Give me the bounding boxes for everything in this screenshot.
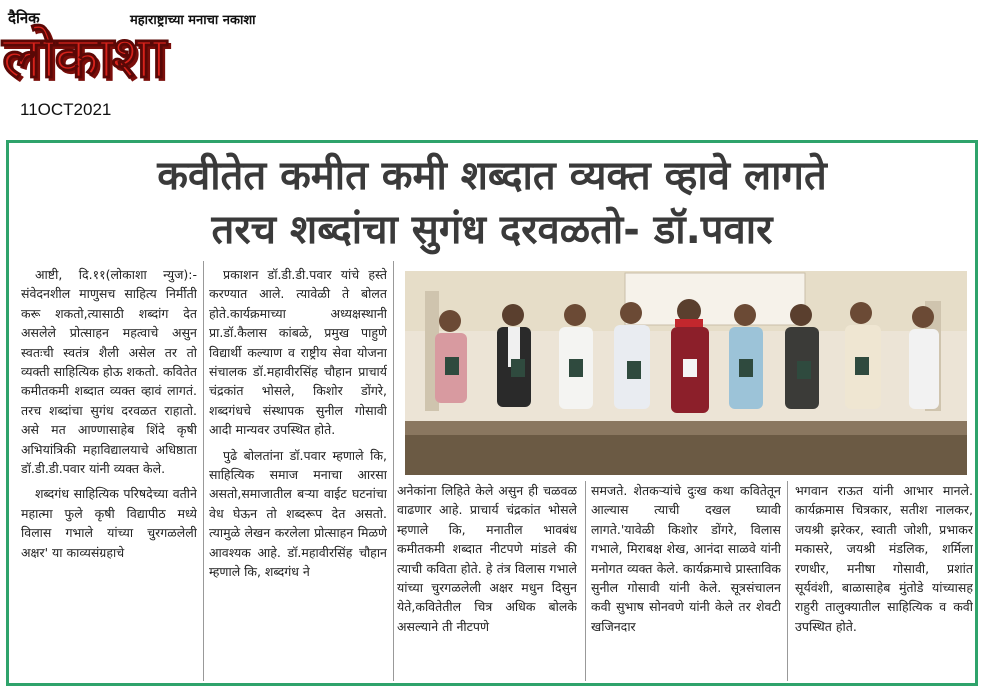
column-1-paragraph-2: शब्दगंध साहित्यिक परिषदेच्या वतीने महात्मा फुले कृषी विद्यापीठ मध्ये विलास गभाले यांच्या चुरगळलेली अक्षर' या काव्यसंग्रहाचे (21, 486, 197, 560)
article-clipping (6, 140, 978, 686)
newspaper-logo: लोकाशा (2, 23, 165, 91)
event-photo (405, 271, 967, 475)
column-1-paragraph-1: आष्टी, दि.११(लोकाशा न्युज):- संवेदनशील माणुसच साहित्य निर्मीती करू शकतो,त्यासाठी शब्दांग देत असलेले प्रोत्साहन महत्वाचे असुन स्वतःची स्वतंत्र शैली असेल तर तो व्यक्ती साहित्यिक होऊ शकतो. कवितेत कमीतकमी शब्दात व्यक्त व्हावं लागतं. तरच शब्दांचा सुगंध दरवळत राहातो. असे मत आण्णासाहेब शिंदे कृषी अभियांत्रिकी महाविद्यालयाचे अधिष्ठाता डॉ.डी.डी.पवार यांनी व्यक्त केले. (21, 267, 197, 477)
masthead-tagline: महाराष्ट्राच्या मनाचा नकाशा (130, 13, 256, 28)
article-column-4 (591, 481, 781, 681)
column-2-paragraph-1: प्रकाशन डॉ.डी.डी.पवार यांचे हस्ते करण्यात आले. त्यावेळी ते बोलत होते.कार्यक्रमाच्या अध्यक्षस्थानी प्रा.डॉ.कैलास कांबळे, प्रमुख पाहुणे विद्यार्थी कल्याण व राष्ट्रीय सेवा योजना संचालक डॉ.महावीरसिंह चौहान प्राचार्य चंद्रकांत भोसले, किशोर डोंगरे, शब्दगंधचे संस्थापक सुनील गोसावी आदी मान्यवर उपस्थित होते. (209, 267, 387, 438)
column-divider (203, 261, 204, 681)
column-3-text: अनेकांना लिहिते केले असुन ही चळवळ वाढणार आहे. प्राचार्य चंद्रकांत भोसले म्हणाले कि, मनातील भावबंध कमीतकमी शब्दात नीटपणे मांडले की त्याची कविता होते. हे तंत्र विलास गभाले यांच्या चुरगळलेली अक्षर मधुन दिसुन येते,कवितेतील चित्र अधिक बोलके असल्याने ती नीटपणे (397, 483, 577, 634)
article-column-3 (397, 481, 577, 681)
headline-line-1: कवीतेत कमीत कमी शब्दात व्यक्त व्हावे लागते (157, 153, 827, 199)
headline-line-2: तरच शब्दांचा सुगंध दरवळतो- डॉ.पवार (211, 207, 773, 253)
clipping-date: 11OCT2021 (20, 100, 112, 119)
book-release-photo-illustration (405, 271, 967, 475)
column-4-text: समजते. शेतकऱ्यांचे दुःख कथा कवितेतून आल्यास त्याची दखल घ्यावी लागते.'यावेळी किशोर डोंगरे, विलास गभाले, मिराबक्ष शेख, आनंदा साळवे यांनी मनोगत व्यक्त केले. कार्यक्रमाचे प्रास्ताविक सुनील गोसावी यांनी केले. सूत्रसंचालन कवी सुभाष सोनवणे यांनी केले तर शेवटी खजिनदार (591, 483, 781, 634)
column-5-text: भगवान राऊत यांनी आभार मानले. कार्यक्रमास चित्रकार, सतीश नालकर, जयश्री झरेकर, स्वाती जोशी, प्रभाकर मकासरे, जयश्री मंडलिक, शर्मिला रणधीर, मनीषा गोसावी, प्रशांत सूर्यवंशी, बाळासाहेब मुंतोडे यांच्यासह राहुरी तालुक्यातील साहित्यिक व कवी उपस्थित होते. (795, 483, 973, 634)
masthead (0, 0, 993, 130)
masthead-small-label: दैनिक (8, 9, 40, 27)
column-divider (787, 481, 788, 681)
column-2-paragraph-2: पुढे बोलतांना डॉ.पवार म्हणाले कि, साहित्यिक समाज मनाचा आरसा असतो,समाजातील बऱ्या वाईट घटनांचा वेध घेऊन तो शब्दरूप देत असतो. त्यामुळे लेखन करलेला प्रोत्साहन मिळणे आवश्यक आहे. डॉ.महावीरसिंह चौहान म्हणाले कि, शब्दगंध ने (209, 447, 387, 580)
article-column-2 (209, 265, 387, 681)
article-column-5 (795, 481, 973, 681)
column-divider (393, 261, 394, 681)
article-headline (9, 149, 975, 257)
column-divider (585, 481, 586, 681)
article-column-1 (21, 265, 197, 681)
